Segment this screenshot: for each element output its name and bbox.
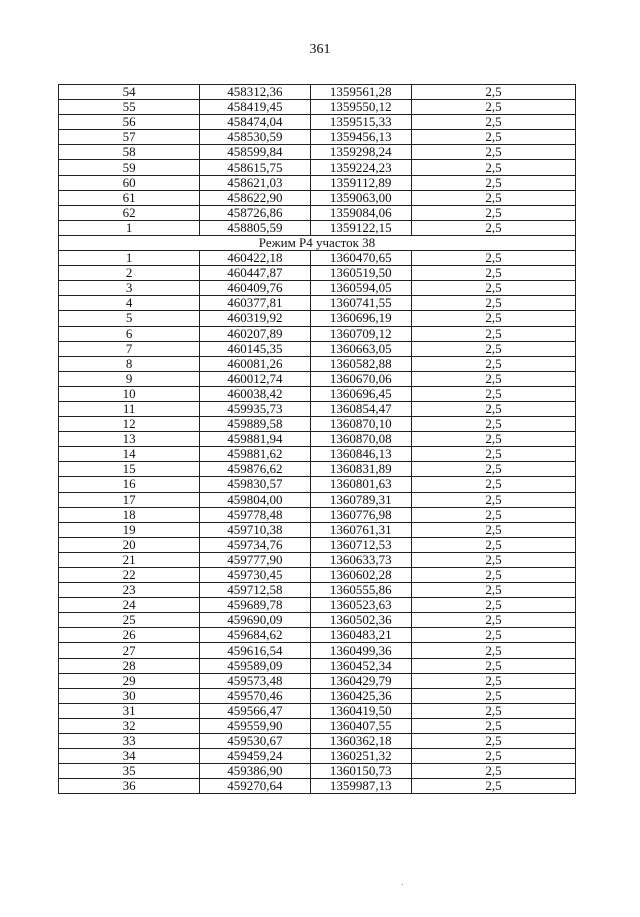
table-row — [59, 145, 576, 160]
point-number-cell: 25 — [59, 613, 200, 628]
value-cell: 2,5 — [411, 537, 575, 552]
point-number-cell: 15 — [59, 462, 200, 477]
value-cell: 2,5 — [411, 688, 575, 703]
table-row — [59, 281, 576, 296]
table-row — [59, 266, 576, 281]
point-number-cell: 24 — [59, 598, 200, 613]
point-number-cell: 27 — [59, 643, 200, 658]
table-row — [59, 130, 576, 145]
value-cell: 2,5 — [411, 507, 575, 522]
x-coordinate-cell: 460038,42 — [200, 386, 310, 401]
x-coordinate-cell: 459881,62 — [200, 447, 310, 462]
x-coordinate-cell: 459616,54 — [200, 643, 310, 658]
point-number-cell: 9 — [59, 371, 200, 386]
x-coordinate-cell: 458726,86 — [200, 205, 310, 220]
point-number-cell: 26 — [59, 628, 200, 643]
x-coordinate-cell: 458622,90 — [200, 190, 310, 205]
y-coordinate-cell: 1360582,88 — [310, 356, 411, 371]
value-cell: 2,5 — [411, 598, 575, 613]
table-row — [59, 386, 576, 401]
y-coordinate-cell: 1359456,13 — [310, 130, 411, 145]
table-row — [59, 568, 576, 583]
value-cell: 2,5 — [411, 552, 575, 567]
page-number: 361 — [309, 42, 331, 57]
point-number-cell: 1 — [59, 251, 200, 266]
table-row — [59, 522, 576, 537]
y-coordinate-cell: 1360870,08 — [310, 432, 411, 447]
point-number-cell: 60 — [59, 175, 200, 190]
table-row — [59, 356, 576, 371]
table-row — [59, 583, 576, 598]
y-coordinate-cell: 1360407,55 — [310, 718, 411, 733]
x-coordinate-cell: 460319,92 — [200, 311, 310, 326]
table-row — [59, 613, 576, 628]
point-number-cell: 10 — [59, 386, 200, 401]
y-coordinate-cell: 1360712,53 — [310, 537, 411, 552]
table-row — [59, 417, 576, 432]
y-coordinate-cell: 1360602,28 — [310, 568, 411, 583]
x-coordinate-cell: 459830,57 — [200, 477, 310, 492]
x-coordinate-cell: 458615,75 — [200, 160, 310, 175]
y-coordinate-cell: 1360789,31 — [310, 492, 411, 507]
table-row — [59, 311, 576, 326]
y-coordinate-cell: 1360251,32 — [310, 749, 411, 764]
point-number-cell: 13 — [59, 432, 200, 447]
x-coordinate-cell: 459459,24 — [200, 749, 310, 764]
x-coordinate-cell: 458474,04 — [200, 115, 310, 130]
table-row — [59, 447, 576, 462]
point-number-cell: 18 — [59, 507, 200, 522]
x-coordinate-cell: 459570,46 — [200, 688, 310, 703]
table-row — [59, 643, 576, 658]
y-coordinate-cell: 1359987,13 — [310, 779, 411, 794]
x-coordinate-cell: 459881,94 — [200, 432, 310, 447]
value-cell: 2,5 — [411, 749, 575, 764]
x-coordinate-cell: 458312,36 — [200, 85, 310, 100]
table-row — [59, 492, 576, 507]
y-coordinate-cell: 1360150,73 — [310, 764, 411, 779]
point-number-cell: 7 — [59, 341, 200, 356]
value-cell: 2,5 — [411, 718, 575, 733]
point-number-cell: 35 — [59, 764, 200, 779]
table-row — [59, 326, 576, 341]
y-coordinate-cell: 1360870,10 — [310, 417, 411, 432]
x-coordinate-cell: 459804,00 — [200, 492, 310, 507]
y-coordinate-cell: 1360846,13 — [310, 447, 411, 462]
table-row — [59, 598, 576, 613]
y-coordinate-cell: 1360425,36 — [310, 688, 411, 703]
point-number-cell: 1 — [59, 220, 200, 235]
table-row — [59, 371, 576, 386]
value-cell: 2,5 — [411, 326, 575, 341]
table-row — [59, 537, 576, 552]
point-number-cell: 30 — [59, 688, 200, 703]
point-number-cell: 29 — [59, 673, 200, 688]
y-coordinate-cell: 1360776,98 — [310, 507, 411, 522]
y-coordinate-cell: 1360419,50 — [310, 703, 411, 718]
table-body-top — [59, 85, 576, 236]
table-row — [59, 175, 576, 190]
value-cell: 2,5 — [411, 658, 575, 673]
y-coordinate-cell: 1360761,31 — [310, 522, 411, 537]
point-number-cell: 17 — [59, 492, 200, 507]
x-coordinate-cell: 459710,38 — [200, 522, 310, 537]
value-cell: 2,5 — [411, 100, 575, 115]
y-coordinate-cell: 1359224,23 — [310, 160, 411, 175]
value-cell: 2,5 — [411, 401, 575, 416]
point-number-cell: 34 — [59, 749, 200, 764]
value-cell: 2,5 — [411, 251, 575, 266]
x-coordinate-cell: 459270,64 — [200, 779, 310, 794]
value-cell: 2,5 — [411, 522, 575, 537]
value-cell: 2,5 — [411, 764, 575, 779]
x-coordinate-cell: 459876,62 — [200, 462, 310, 477]
x-coordinate-cell: 460081,26 — [200, 356, 310, 371]
x-coordinate-cell: 459690,09 — [200, 613, 310, 628]
x-coordinate-cell: 460377,81 — [200, 296, 310, 311]
point-number-cell: 2 — [59, 266, 200, 281]
point-number-cell: 62 — [59, 205, 200, 220]
value-cell: 2,5 — [411, 296, 575, 311]
x-coordinate-cell: 460145,35 — [200, 341, 310, 356]
x-coordinate-cell: 459889,58 — [200, 417, 310, 432]
table-row — [59, 734, 576, 749]
x-coordinate-cell: 459589,09 — [200, 658, 310, 673]
table-row — [59, 100, 576, 115]
point-number-cell: 54 — [59, 85, 200, 100]
x-coordinate-cell: 458599,84 — [200, 145, 310, 160]
x-coordinate-cell: 459777,90 — [200, 552, 310, 567]
point-number-cell: 4 — [59, 296, 200, 311]
point-number-cell: 28 — [59, 658, 200, 673]
y-coordinate-cell: 1359063,00 — [310, 190, 411, 205]
x-coordinate-cell: 460447,87 — [200, 266, 310, 281]
table-row — [59, 477, 576, 492]
y-coordinate-cell: 1360555,86 — [310, 583, 411, 598]
x-coordinate-cell: 458621,03 — [200, 175, 310, 190]
value-cell: 2,5 — [411, 417, 575, 432]
value-cell: 2,5 — [411, 175, 575, 190]
y-coordinate-cell: 1359112,89 — [310, 175, 411, 190]
value-cell: 2,5 — [411, 779, 575, 794]
x-coordinate-cell: 458419,45 — [200, 100, 310, 115]
y-coordinate-cell: 1360483,21 — [310, 628, 411, 643]
table-body-bottom — [59, 251, 576, 794]
value-cell: 2,5 — [411, 643, 575, 658]
value-cell: 2,5 — [411, 115, 575, 130]
x-coordinate-cell: 459734,76 — [200, 537, 310, 552]
value-cell: 2,5 — [411, 205, 575, 220]
section-title: Режим Р4 участок 38 — [59, 235, 576, 250]
value-cell: 2,5 — [411, 160, 575, 175]
x-coordinate-cell: 458530,59 — [200, 130, 310, 145]
point-number-cell: 61 — [59, 190, 200, 205]
value-cell: 2,5 — [411, 477, 575, 492]
x-coordinate-cell: 458805,59 — [200, 220, 310, 235]
x-coordinate-cell: 459566,47 — [200, 703, 310, 718]
value-cell: 2,5 — [411, 432, 575, 447]
value-cell: 2,5 — [411, 145, 575, 160]
point-number-cell: 14 — [59, 447, 200, 462]
table-row — [59, 764, 576, 779]
y-coordinate-cell: 1359515,33 — [310, 115, 411, 130]
y-coordinate-cell: 1360470,65 — [310, 251, 411, 266]
table-row — [59, 688, 576, 703]
x-coordinate-cell: 460012,74 — [200, 371, 310, 386]
value-cell: 2,5 — [411, 386, 575, 401]
table-row — [59, 628, 576, 643]
x-coordinate-cell: 459730,45 — [200, 568, 310, 583]
value-cell: 2,5 — [411, 447, 575, 462]
table-row — [59, 552, 576, 567]
table-row — [59, 341, 576, 356]
y-coordinate-cell: 1360362,18 — [310, 734, 411, 749]
y-coordinate-cell: 1359084,06 — [310, 205, 411, 220]
value-cell: 2,5 — [411, 220, 575, 235]
table-row — [59, 115, 576, 130]
x-coordinate-cell: 459573,48 — [200, 673, 310, 688]
value-cell: 2,5 — [411, 356, 575, 371]
table-row — [59, 779, 576, 794]
y-coordinate-cell: 1360594,05 — [310, 281, 411, 296]
table-row — [59, 401, 576, 416]
y-coordinate-cell: 1360499,36 — [310, 643, 411, 658]
y-coordinate-cell: 1360663,05 — [310, 341, 411, 356]
x-coordinate-cell: 459689,78 — [200, 598, 310, 613]
table-row — [59, 160, 576, 175]
y-coordinate-cell: 1359298,24 — [310, 145, 411, 160]
value-cell: 2,5 — [411, 462, 575, 477]
table-row — [59, 432, 576, 447]
table-row — [59, 749, 576, 764]
x-coordinate-cell: 459386,90 — [200, 764, 310, 779]
table-row — [59, 718, 576, 733]
value-cell: 2,5 — [411, 734, 575, 749]
point-number-cell: 16 — [59, 477, 200, 492]
y-coordinate-cell: 1360741,55 — [310, 296, 411, 311]
scan-speck — [402, 884, 403, 885]
y-coordinate-cell: 1360696,19 — [310, 311, 411, 326]
point-number-cell: 55 — [59, 100, 200, 115]
section-header-row — [59, 235, 576, 250]
x-coordinate-cell: 460422,18 — [200, 251, 310, 266]
y-coordinate-cell: 1360801,63 — [310, 477, 411, 492]
x-coordinate-cell: 459778,48 — [200, 507, 310, 522]
point-number-cell: 19 — [59, 522, 200, 537]
y-coordinate-cell: 1360831,89 — [310, 462, 411, 477]
y-coordinate-cell: 1360709,12 — [310, 326, 411, 341]
value-cell: 2,5 — [411, 628, 575, 643]
value-cell: 2,5 — [411, 281, 575, 296]
point-number-cell: 31 — [59, 703, 200, 718]
value-cell: 2,5 — [411, 568, 575, 583]
point-number-cell: 59 — [59, 160, 200, 175]
value-cell: 2,5 — [411, 583, 575, 598]
y-coordinate-cell: 1360502,36 — [310, 613, 411, 628]
value-cell: 2,5 — [411, 85, 575, 100]
value-cell: 2,5 — [411, 703, 575, 718]
x-coordinate-cell: 459530,67 — [200, 734, 310, 749]
table-row — [59, 658, 576, 673]
x-coordinate-cell: 460409,76 — [200, 281, 310, 296]
point-number-cell: 3 — [59, 281, 200, 296]
y-coordinate-cell: 1359122,15 — [310, 220, 411, 235]
point-number-cell: 32 — [59, 718, 200, 733]
table-row — [59, 220, 576, 235]
coordinates-table — [58, 84, 576, 794]
x-coordinate-cell: 460207,89 — [200, 326, 310, 341]
point-number-cell: 33 — [59, 734, 200, 749]
value-cell: 2,5 — [411, 613, 575, 628]
x-coordinate-cell: 459684,62 — [200, 628, 310, 643]
point-number-cell: 23 — [59, 583, 200, 598]
value-cell: 2,5 — [411, 311, 575, 326]
value-cell: 2,5 — [411, 371, 575, 386]
point-number-cell: 12 — [59, 417, 200, 432]
value-cell: 2,5 — [411, 190, 575, 205]
point-number-cell: 6 — [59, 326, 200, 341]
table-row — [59, 703, 576, 718]
y-coordinate-cell: 1359550,12 — [310, 100, 411, 115]
y-coordinate-cell: 1359561,28 — [310, 85, 411, 100]
point-number-cell: 58 — [59, 145, 200, 160]
table-row — [59, 507, 576, 522]
y-coordinate-cell: 1360519,50 — [310, 266, 411, 281]
y-coordinate-cell: 1360670,06 — [310, 371, 411, 386]
table-row — [59, 462, 576, 477]
point-number-cell: 8 — [59, 356, 200, 371]
x-coordinate-cell: 459559,90 — [200, 718, 310, 733]
y-coordinate-cell: 1360429,79 — [310, 673, 411, 688]
value-cell: 2,5 — [411, 492, 575, 507]
point-number-cell: 11 — [59, 401, 200, 416]
table-row — [59, 205, 576, 220]
x-coordinate-cell: 459935,73 — [200, 401, 310, 416]
value-cell: 2,5 — [411, 130, 575, 145]
y-coordinate-cell: 1360452,34 — [310, 658, 411, 673]
point-number-cell: 56 — [59, 115, 200, 130]
y-coordinate-cell: 1360633,73 — [310, 552, 411, 567]
y-coordinate-cell: 1360696,45 — [310, 386, 411, 401]
point-number-cell: 21 — [59, 552, 200, 567]
value-cell: 2,5 — [411, 266, 575, 281]
point-number-cell: 5 — [59, 311, 200, 326]
point-number-cell: 22 — [59, 568, 200, 583]
y-coordinate-cell: 1360854,47 — [310, 401, 411, 416]
point-number-cell: 36 — [59, 779, 200, 794]
section-header-body — [59, 235, 576, 250]
table-row — [59, 251, 576, 266]
x-coordinate-cell: 459712,58 — [200, 583, 310, 598]
point-number-cell: 57 — [59, 130, 200, 145]
table-row — [59, 296, 576, 311]
y-coordinate-cell: 1360523,63 — [310, 598, 411, 613]
table-row — [59, 85, 576, 100]
value-cell: 2,5 — [411, 341, 575, 356]
table-row — [59, 673, 576, 688]
point-number-cell: 20 — [59, 537, 200, 552]
table-row — [59, 190, 576, 205]
value-cell: 2,5 — [411, 673, 575, 688]
